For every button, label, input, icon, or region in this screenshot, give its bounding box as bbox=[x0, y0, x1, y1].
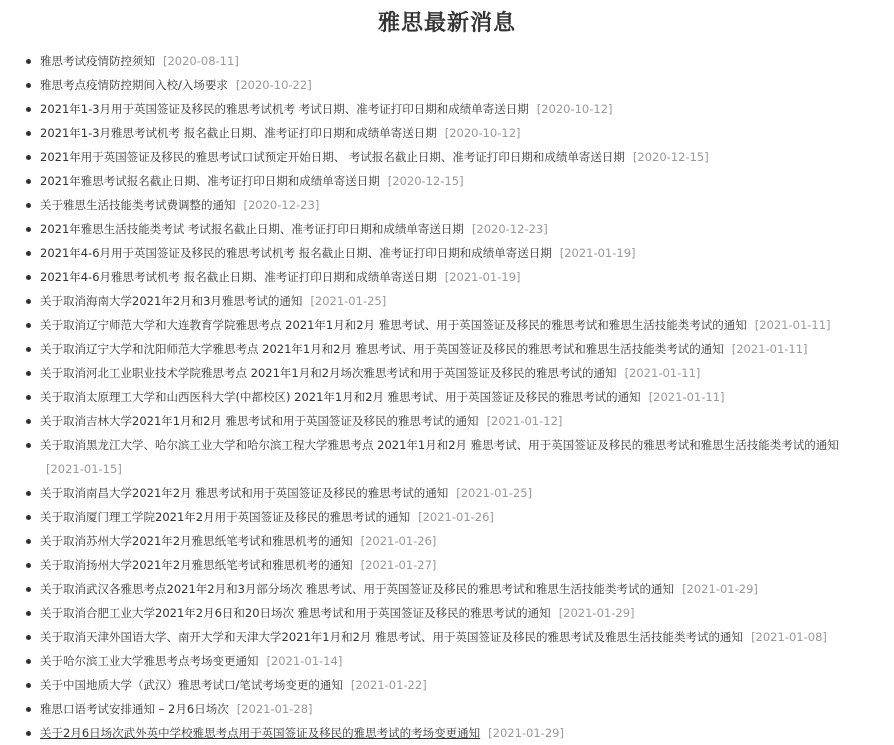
list-item bbox=[0, 337, 894, 361]
list-item bbox=[0, 241, 894, 265]
bullet-icon bbox=[26, 659, 31, 664]
bullet-icon bbox=[26, 347, 31, 352]
news-title-link[interactable]: 雅思考试疫情防控须知 bbox=[40, 54, 155, 68]
list-item bbox=[0, 625, 894, 649]
news-date: [2021-01-12] bbox=[486, 414, 563, 428]
news-list bbox=[0, 49, 894, 745]
bullet-icon bbox=[26, 203, 31, 208]
bullet-icon bbox=[26, 59, 31, 64]
bullet-icon bbox=[26, 83, 31, 88]
news-date: [2020-10-12] bbox=[444, 126, 521, 140]
news-title-link[interactable]: 2021年1-3月用于英国签证及移民的雅思考试机考 考试日期、准考证打印日期和成绩单寄送日期 bbox=[40, 102, 529, 116]
news-date: [2021-01-08] bbox=[751, 630, 827, 644]
bullet-icon bbox=[26, 299, 31, 304]
list-item bbox=[0, 361, 894, 385]
news-title-link[interactable]: 关于取消黑龙江大学、哈尔滨工业大学和哈尔滨工程大学雅思考点 2021年1月和2月 雅思考试、用于英国签证及移民的雅思考试和雅思生活技能类考试的通知 bbox=[40, 438, 839, 452]
bullet-icon bbox=[26, 395, 31, 400]
bullet-icon bbox=[26, 683, 31, 688]
news-date: [2021-01-11] bbox=[731, 342, 808, 356]
news-date: [2021-01-25] bbox=[310, 294, 387, 308]
news-date: [2021-01-29] bbox=[558, 606, 635, 620]
news-date: [2021-01-27] bbox=[360, 558, 437, 572]
news-date: [2021-01-11] bbox=[754, 318, 831, 332]
list-item bbox=[0, 697, 894, 721]
bullet-icon bbox=[26, 227, 31, 232]
news-title-link[interactable]: 2021年雅思考试报名截止日期、准考证打印日期和成绩单寄送日期 bbox=[40, 174, 380, 188]
bullet-icon bbox=[26, 443, 31, 448]
news-title-link[interactable]: 关于取消太原理工大学和山西医科大学(中都校区) 2021年1月和2月 雅思考试、用于英国签证及移民的雅思考试的通知 bbox=[40, 390, 641, 404]
news-title-link[interactable]: 关于取消辽宁大学和沈阳师范大学雅思考点 2021年1月和2月 雅思考试、用于英国签证及移民的雅思考试和雅思生活技能类考试的通知 bbox=[40, 342, 724, 356]
news-date: [2021-01-11] bbox=[624, 366, 701, 380]
news-title-link[interactable]: 关于取消武汉各雅思考点2021年2月和3月部分场次 雅思考试、用于英国签证及移民的雅思考试和雅思生活技能类考试的通知 bbox=[40, 582, 675, 596]
news-title-link[interactable]: 关于取消辽宁师范大学和大连教育学院雅思考点 2021年1月和2月 雅思考试、用于英国签证及移民的雅思考试和雅思生活技能类考试的通知 bbox=[40, 318, 747, 332]
bullet-icon bbox=[26, 131, 31, 136]
list-item bbox=[0, 577, 894, 601]
news-title-link[interactable]: 关于取消吉林大学2021年1月和2月 雅思考试和用于英国签证及移民的雅思考试的通知 bbox=[40, 414, 479, 428]
list-item bbox=[0, 217, 894, 241]
bullet-icon bbox=[26, 251, 31, 256]
bullet-icon bbox=[26, 155, 31, 160]
bullet-icon bbox=[26, 371, 31, 376]
bullet-icon bbox=[26, 707, 31, 712]
bullet-icon bbox=[26, 107, 31, 112]
list-item bbox=[0, 97, 894, 121]
news-date: [2021-01-26] bbox=[360, 534, 437, 548]
list-item bbox=[0, 649, 894, 673]
bullet-icon bbox=[26, 515, 31, 520]
news-date: [2020-08-11] bbox=[163, 54, 239, 68]
news-date: [2020-12-23] bbox=[471, 222, 548, 236]
news-date: [2021-01-14] bbox=[266, 654, 343, 668]
news-date: [2021-01-29] bbox=[682, 582, 758, 596]
news-date: [2021-01-22] bbox=[350, 678, 427, 692]
list-item bbox=[0, 505, 894, 529]
bullet-icon bbox=[26, 539, 31, 544]
bullet-icon bbox=[26, 179, 31, 184]
news-title-link[interactable]: 雅思考点疫情防控期间入校/入场要求 bbox=[40, 78, 228, 92]
news-title-link[interactable]: 关于哈尔滨工业大学雅思考点考场变更通知 bbox=[40, 654, 259, 668]
list-item bbox=[0, 49, 894, 73]
news-date: [2021-01-19] bbox=[444, 270, 521, 284]
bullet-icon bbox=[26, 731, 31, 736]
bullet-icon bbox=[26, 635, 31, 640]
bullet-icon bbox=[26, 323, 31, 328]
list-item bbox=[0, 529, 894, 553]
list-item bbox=[0, 721, 894, 745]
bullet-icon bbox=[26, 491, 31, 496]
news-date: [2021-01-19] bbox=[559, 246, 636, 260]
list-item bbox=[0, 313, 894, 337]
list-item bbox=[0, 169, 894, 193]
bullet-icon bbox=[26, 419, 31, 424]
news-title-link[interactable]: 关于取消海南大学2021年2月和3月雅思考试的通知 bbox=[40, 294, 303, 308]
news-date: [2020-10-12] bbox=[536, 102, 613, 116]
bullet-icon bbox=[26, 611, 31, 616]
list-item bbox=[0, 193, 894, 217]
bullet-icon bbox=[26, 587, 31, 592]
news-title-link[interactable]: 关于中国地质大学（武汉）雅思考试口/笔试考场变更的通知 bbox=[40, 678, 343, 692]
list-item bbox=[0, 481, 894, 505]
news-title-link[interactable]: 2021年1-3月雅思考试机考 报名截止日期、准考证打印日期和成绩单寄送日期 bbox=[40, 126, 437, 140]
list-item bbox=[0, 289, 894, 313]
list-item bbox=[0, 145, 894, 169]
news-date: [2021-01-15] bbox=[46, 462, 122, 476]
list-item bbox=[0, 265, 894, 289]
bullet-icon bbox=[26, 275, 31, 280]
list-item bbox=[0, 409, 894, 433]
page-title: 雅思最新消息 bbox=[377, 11, 516, 36]
news-title-link[interactable]: 关于取消扬州大学2021年2月雅思纸笔考试和雅思机考的通知 bbox=[40, 558, 353, 572]
list-item bbox=[0, 553, 894, 577]
news-title-link[interactable]: 2021年4-6月雅思考试机考 报名截止日期、准考证打印日期和成绩单寄送日期 bbox=[40, 270, 437, 284]
news-title-link[interactable]: 2021年雅思生活技能类考试 考试报名截止日期、准考证打印日期和成绩单寄送日期 bbox=[40, 222, 464, 236]
news-title-link[interactable]: 关于雅思生活技能类考试费调整的通知 bbox=[40, 198, 236, 212]
news-date: [2020-10-22] bbox=[235, 78, 312, 92]
news-title-link[interactable]: 关于取消厦门理工学院2021年2月用于英国签证及移民的雅思考试的通知 bbox=[40, 510, 411, 524]
news-date: [2021-01-11] bbox=[648, 390, 725, 404]
news-date: [2021-01-28] bbox=[236, 702, 313, 716]
news-title-link[interactable]: 关于取消合肥工业大学2021年2月6日和20日场次 雅思考试和用于英国签证及移民的雅思考试的通知 bbox=[40, 606, 551, 620]
news-title-link[interactable]: 2021年用于英国签证及移民的雅思考试口试预定开始日期、 考试报名截止日期、准考证打印日期和成绩单寄送日期 bbox=[40, 150, 625, 164]
list-item bbox=[0, 601, 894, 625]
news-title-link[interactable]: 关于取消南昌大学2021年2月 雅思考试和用于英国签证及移民的雅思考试的通知 bbox=[40, 486, 449, 500]
news-title-link[interactable]: 2021年4-6月用于英国签证及移民的雅思考试机考 报名截止日期、准考证打印日期和成绩单寄送日期 bbox=[40, 246, 552, 260]
news-title-link[interactable]: 关于2月6日场次武外英中学校雅思考点用于英国签证及移民的雅思考试的考场变更通知 bbox=[40, 726, 481, 740]
list-item bbox=[0, 673, 894, 697]
news-date: [2021-01-26] bbox=[418, 510, 494, 524]
news-title-link[interactable]: 关于取消天津外国语大学、南开大学和天津大学2021年1月和2月 雅思考试、用于英国签证及移民的雅思考试及雅思生活技能类考试的通知 bbox=[40, 630, 744, 644]
news-title-link[interactable]: 关于取消河北工业职业技术学院雅思考点 2021年1月和2月场次雅思考试和用于英国签证及移民的雅思考试的通知 bbox=[40, 366, 617, 380]
list-item bbox=[0, 433, 894, 481]
news-date: [2020-12-15] bbox=[387, 174, 464, 188]
news-title-link[interactable]: 雅思口语考试安排通知 – 2月6日场次 bbox=[40, 702, 229, 716]
list-item bbox=[0, 121, 894, 145]
news-date: [2021-01-29] bbox=[488, 726, 564, 740]
list-item bbox=[0, 73, 894, 97]
list-item bbox=[0, 385, 894, 409]
news-date: [2020-12-23] bbox=[243, 198, 320, 212]
bullet-icon bbox=[26, 563, 31, 568]
news-title-link[interactable]: 关于取消苏州大学2021年2月雅思纸笔考试和雅思机考的通知 bbox=[40, 534, 353, 548]
news-date: [2020-12-15] bbox=[632, 150, 709, 164]
news-date: [2021-01-25] bbox=[456, 486, 533, 500]
